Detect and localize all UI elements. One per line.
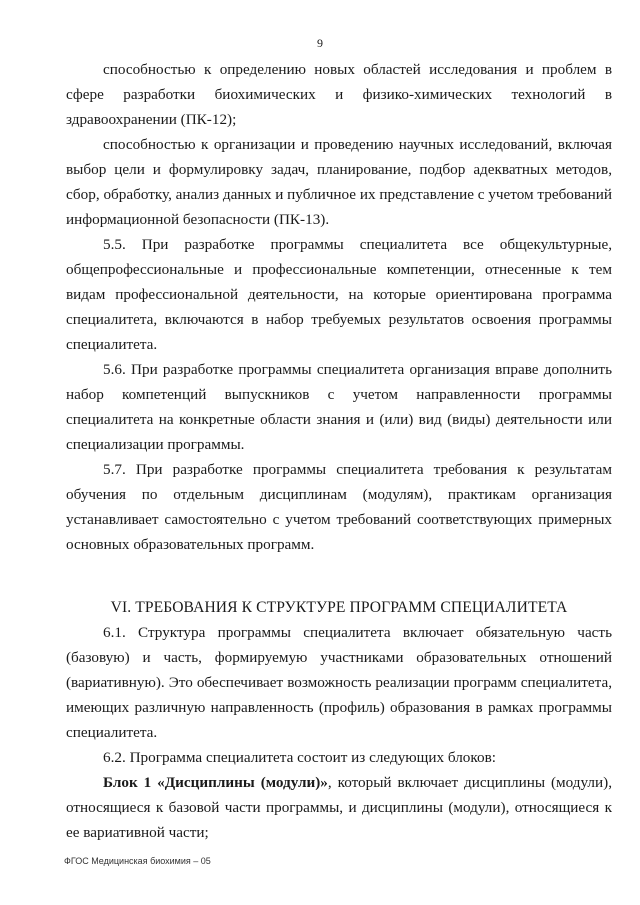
paragraph-6-2: 6.2. Программа специалитета состоит из следующих блоков: xyxy=(103,749,496,766)
section-heading: VI. ТРЕБОВАНИЯ К СТРУКТУРЕ ПРОГРАММ СПЕЦИАЛИТЕТА xyxy=(110,599,568,616)
document-body xyxy=(66,57,612,845)
paragraph-pk12: способностью к определению новых областей исследования и проблем в сфере разработки биохимических и физико-химических технологий в здравоохранении (ПК-12); xyxy=(66,61,612,128)
block-1-title: Блок 1 «Дисциплины (модули)» xyxy=(103,774,328,791)
paragraph-5-6: 5.6. При разработке программы специалитета организация вправе дополнить набор компетенций выпускников с учетом направленности программы специалитета на конкретные области знания и (или) вид (виды) деятельности или специализации программы. xyxy=(66,361,612,453)
block-1-description: , который включает дисциплины (модули), относящиеся к базовой части программы, и дисциплины (модули), относящиеся к ее вариативной части; xyxy=(66,774,612,841)
paragraph-5-5: 5.5. При разработке программы специалитета все общекультурные, общепрофессиональные и профессиональные компетенции, отнесенные к тем видам профессиональной деятельности, на которые ориентирована программа специалитета, включаются в набор требуемых результатов освоения программы специалитета. xyxy=(66,236,612,353)
paragraph-pk13: способностью к организации и проведению научных исследований, включая выбор цели и формулировку задач, планирование, подбор адекватных методов, сбор, обработку, анализ данных и публичное их представление с учетом требований информационной безопасности (ПК-13). xyxy=(66,136,612,228)
paragraph-6-1: 6.1. Структура программы специалитета включает обязательную часть (базовую) и часть, формируемую участниками образовательных отношений (вариативную). Это обеспечивает возможность реализации программ специалитета, имеющих различную направленность (профиль) образования в рамках программы специалитета. xyxy=(66,624,612,741)
page-number: 9 xyxy=(317,36,323,50)
paragraph-block-1 xyxy=(66,770,612,845)
paragraph-5-7: 5.7. При разработке программы специалитета требования к результатам обучения по отдельным дисциплинам (модулям), практикам организация устанавливает самостоятельно с учетом требований соответствующих примерных основных образовательных программ. xyxy=(66,461,612,553)
footer-label: ФГОС Медицинская биохимия – 05 xyxy=(64,856,211,866)
